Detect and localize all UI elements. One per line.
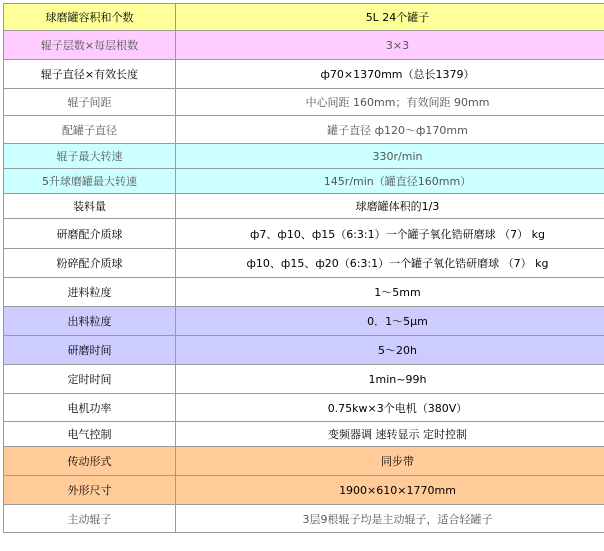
spec-label: 球磨罐容积和个数 — [4, 4, 176, 31]
spec-label: 出料粒度 — [4, 307, 176, 336]
table-row — [4, 31, 604, 60]
spec-label: 辊子间距 — [4, 89, 176, 116]
spec-label: 辊子层数×每层根数 — [4, 31, 176, 60]
table-row — [4, 249, 604, 278]
spec-label: 传动形式 — [4, 447, 176, 476]
spec-value: 3×3 — [176, 31, 604, 60]
spec-value: 0．1～5μm — [176, 307, 604, 336]
spec-value: 5～20h — [176, 336, 604, 365]
spec-value: 球磨罐体积的1/3 — [176, 194, 604, 219]
table-row — [4, 144, 604, 169]
spec-label: 粉碎配介质球 — [4, 249, 176, 278]
spec-label: 电气控制 — [4, 422, 176, 447]
spec-label: 进料粒度 — [4, 278, 176, 307]
table-row — [4, 307, 604, 336]
spec-value: ф10、ф15、ф20（6:3:1）一个罐子氧化锆研磨球 （7） kg — [176, 249, 604, 278]
spec-value: ф7、ф10、ф15（6:3:1）一个罐子氧化锆研磨球 （7） kg — [176, 219, 604, 249]
spec-value: 3层9根辊子均是主动辊子，适合轻罐子 — [176, 505, 604, 533]
table-row — [4, 169, 604, 194]
spec-label: 配罐子直径 — [4, 116, 176, 144]
spec-label: 装料量 — [4, 194, 176, 219]
spec-value: ф70×1370mm（总长1379） — [176, 60, 604, 89]
table-row — [4, 278, 604, 307]
spec-value: 1～5mm — [176, 278, 604, 307]
spec-value: 1900×610×1770mm — [176, 476, 604, 505]
spec-label: 电机功率 — [4, 394, 176, 422]
spec-value: 0.75kw×3个电机（380V） — [176, 394, 604, 422]
table-row — [4, 219, 604, 249]
spec-value: 同步带 — [176, 447, 604, 476]
spec-value: 330r/min — [176, 144, 604, 169]
spec-label: 5升球磨罐最大转速 — [4, 169, 176, 194]
spec-label: 研磨配介质球 — [4, 219, 176, 249]
spec-value: 145r/min（罐直径160mm） — [176, 169, 604, 194]
spec-table — [3, 3, 604, 533]
spec-label: 主动辊子 — [4, 505, 176, 533]
spec-value: 罐子直径 ф120～ф170mm — [176, 116, 604, 144]
table-row — [4, 89, 604, 116]
spec-label: 研磨时间 — [4, 336, 176, 365]
spec-value: 中心间距 160mm；有效间距 90mm — [176, 89, 604, 116]
table-row — [4, 4, 604, 31]
spec-label: 辊子直径×有效长度 — [4, 60, 176, 89]
table-row — [4, 365, 604, 394]
table-row — [4, 116, 604, 144]
spec-value: 1min~99h — [176, 365, 604, 394]
spec-label: 定时时间 — [4, 365, 176, 394]
table-row — [4, 447, 604, 476]
spec-value: 变频器调 速转显示 定时控制 — [176, 422, 604, 447]
table-row — [4, 422, 604, 447]
table-row — [4, 194, 604, 219]
table-row — [4, 394, 604, 422]
table-row — [4, 60, 604, 89]
spec-table-body — [4, 4, 604, 533]
spec-label: 外形尺寸 — [4, 476, 176, 505]
table-row — [4, 476, 604, 505]
spec-label: 辊子最大转速 — [4, 144, 176, 169]
table-row — [4, 505, 604, 533]
spec-value: 5L 24个罐子 — [176, 4, 604, 31]
table-row — [4, 336, 604, 365]
